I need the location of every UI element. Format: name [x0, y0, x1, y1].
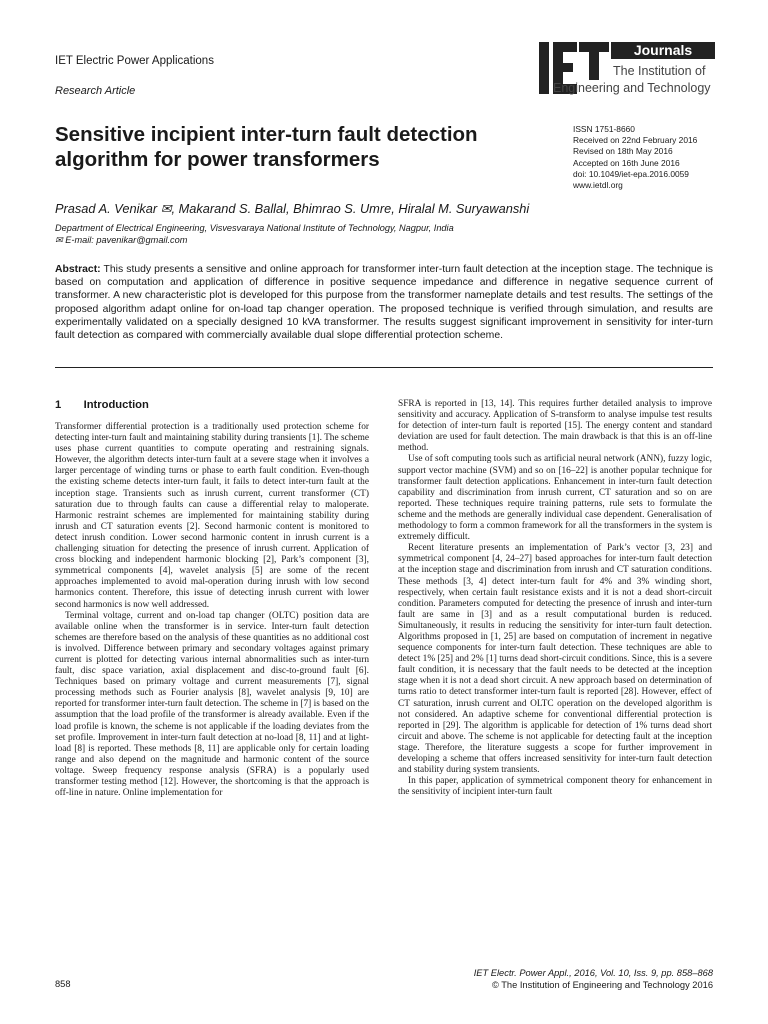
journal-name: IET Electric Power Applications — [55, 55, 214, 67]
section-heading: 1 Introduction — [55, 399, 149, 411]
paragraph: Recent literature presents an implementation of Park’s vector [3, 23] and symmetrical component [4, 24–27] based approaches for inter-turn fault detection at the inception stage and discrimination from inrush and CT saturation conditions. These methods [3, 4] detect inter-turn fault for 4% and 3% winding short, respectively, when certain fault resistance exists and it is not a dead short-circuit condition. Parameters computed for detecting the presence of inrush and inter-turn fault are same in [3] and as a result computational burden is reduced. Simultaneously, it results in reducing the sensitivity for inter-turn fault detection. Algorithms proposed in [1, 25] are based on computation of increment in negative sequence components for inter-turn fault detection. These techniques are able to detect 1% [25] and 2% [1] turns dead short-circuit conditions. Since, this is a severe fault condition, it is necessary that the fault needs to be detected at the inception stage when it is not a dead short circuit. A new approach based on determination of turns ratio to detect transformer inter-turn fault is reported [28]. However, effect of CT saturation, inrush current and OLTC operation on the developed algorithm is not considered. An adaptive scheme for conventional differential protection is reported in [29]. The algorithm is applicable for detection of 1% turns dead short circuit and above. The scheme is not applicable for detecting fault at the inception stage. Therefore, the literature suggests a scope for further improvement in developing a scheme that offers increased sensitivity for inter-turn fault detection and stability during system transients. — [398, 543, 712, 776]
issn: ISSN 1751-8660 — [573, 124, 635, 134]
footer-citation — [474, 967, 713, 991]
publication-info — [573, 124, 697, 191]
article-type: Research Article — [55, 85, 136, 97]
website-link[interactable]: www.ietdl.org — [573, 180, 623, 191]
affiliation-block — [55, 222, 454, 246]
left-column — [55, 422, 369, 799]
received-date: Received on 22nd February 2016 — [573, 135, 698, 146]
citation: IET Electr. Power Appl., 2016, Vol. 10, Iss. 9, pp. 858–868 — [473, 968, 713, 978]
paragraph: Terminal voltage, current and on-load tap changer (OLTC) position data are available online when the transformer is in service. Inter-turn fault detection schemes are therefore based on the analysis of these quantities as no additional cost is involved. Difference between primary and secondary voltages against primary current is plotted for detecting various internal abnormalities such as inter-turn fault, disc space variation, axial displacement and disc-to-ground fault [6]. Techniques based on primary voltage and current measurements [7], signal processing methods such as Fourier analysis [8], wavelet analysis [9, 10] are reported for transformer inter-turn fault detection. The scheme in [7] is based on the assumption that the load profile of the transformer is already available. Even if the load profile is known, the scheme is not applicable if the loading deviates from the set profile. Improvement in inter-turn fault detection at no-load [8, 11] and at light-load [8] is reported. These methods [8, 11] are applicable only for certain loading range and also depend on the magnitude and harmonic content of the source voltage. Sweep frequency response analysis (SFRA) is a popularly used transformer testing method [12]. However, the shortcoming is that the approach is off-line in nature. Online implementation for — [55, 610, 369, 799]
page-number: 858 — [55, 979, 71, 989]
authors: Prasad A. Venikar ✉, Makarand S. Ballal, Bhimrao S. Umre, Hiralal M. Suryawanshi — [55, 201, 530, 216]
institution-line-2: Engineering and Technology — [553, 81, 711, 95]
institution-line-1: The Institution of — [613, 64, 706, 78]
paragraph: SFRA is reported in [13, 14]. This requires further detailed analysis to improve sensitivity and accuracy. Application of S-transform to analyse impulse test results for detection of inter-turn fault is reported [15]. The energy content and standard deviation are used for fault detection. The main drawback is that this is an off-line method. — [398, 399, 712, 454]
abstract — [55, 263, 713, 342]
journals-label: Journals — [611, 42, 715, 59]
paragraph: In this paper, application of symmetrical component theory for enhancement in the sensitivity of incipient inter-turn fault — [398, 776, 712, 798]
paper-title: Sensitive incipient inter-turn fault detection algorithm for power transformers — [55, 123, 478, 171]
doi: doi: 10.1049/iet-epa.2016.0059 — [573, 168, 689, 179]
copyright: © The Institution of Engineering and Technology 2016 — [491, 980, 713, 990]
right-column — [398, 399, 712, 798]
revised-date: Revised on 18th May 2016 — [573, 146, 673, 157]
accepted-date: Accepted on 16th June 2016 — [573, 157, 680, 168]
paragraph: Use of soft computing tools such as artificial neural network (ANN), fuzzy logic, support vector machine (SVM) and so on [16–22] is another popular technique for transformer fault detection applications. Enhancement in inter-turn fault detection capability and discrimination from inrush current, CT saturation and so on are reported. These techniques require training patterns, rule sets to formulate the scheme and the methods are generally individual case dependent. Generalisation of methodology to form a common framework for all the transformers in the system is extremely difficult. — [398, 454, 712, 543]
paragraph: Transformer differential protection is a traditionally used protection scheme for detecting inter-turn fault and maintaining stability during transients [1]. The scheme uses phase current quantities to compute operating and restraining signals. However, the algorithm detects inter-turn fault at a severe stage when it involves a larger percentage of winding turns or phase to earth fault condition. Even-though the existing scheme detects inter-turn fault, it fails to detect inter-turn fault at the inception stage. Transients such as inrush current, current transformer (CT) saturation due to through faults can cause a differential relay to maloperate. Harmonic restraint schemes are implemented for maintaining stability during inrush and CT saturation events [2]. Second harmonic content is monitored to detect inrush condition. Lower second harmonic content in inrush current is a challenging situation for detecting the presence of inrush current. Application of cross blocking and independent harmonic blocking [2], Park’s component [3], symmetrical components [4], wavelet analysis [5] are some of the recent approaches implemented to avoid mal-operation during inrush with low second harmonics content. Therefore, this issue of detecting inrush current with lower second harmonics is now well addressed. — [55, 422, 369, 610]
iet-logo — [539, 40, 717, 98]
email[interactable]: ✉ E-mail: pavenikar@gmail.com — [55, 235, 188, 245]
affiliation: Department of Electrical Engineering, Visvesvaraya National Institute of Technology, Nagpur, India — [55, 223, 454, 233]
divider — [55, 367, 713, 368]
abstract-text: This study presents a sensitive and online approach for transformer inter-turn fault detection at the inception stage. The technique is based on computation and application of difference in positive sequence impedance and difference in negative sequence current of transformer. A new characteristic plot is developed for this purpose from the transformer nameplate details and test results. The settings of the proposed algorithm adapt online for on-load tap changer operation. The proposed technique is verified through simulation, and results are experimentally validated on a specially designed 10 kVA transformer. The results suggest significant improvement in sensitivity for inter-turn fault detection as compared with commercially available dual slope differential protection scheme. — [55, 264, 713, 342]
abstract-label: Abstract: — [55, 264, 101, 275]
